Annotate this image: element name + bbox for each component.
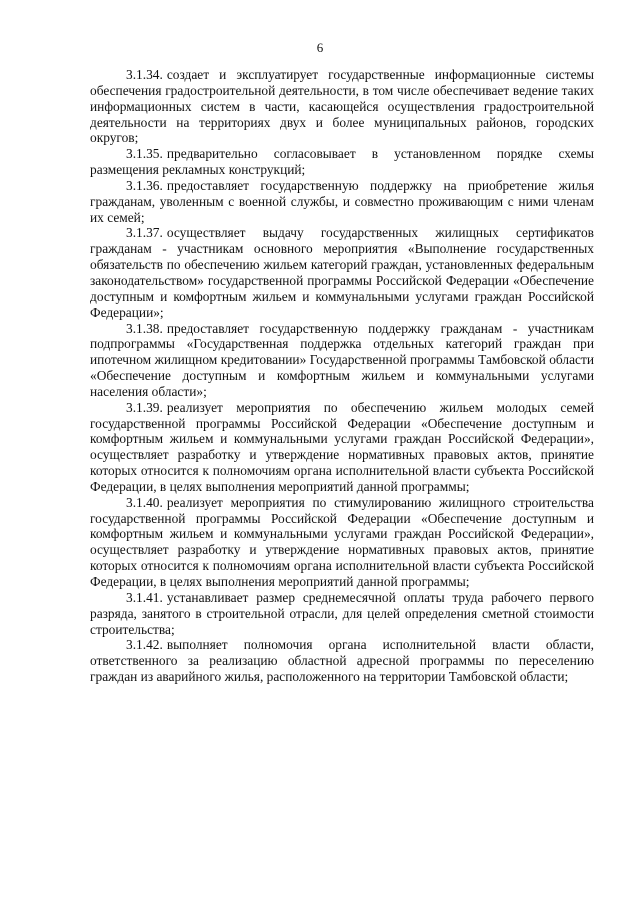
paragraph-3-1-35 xyxy=(90,146,594,178)
clause-text: предоставляет государственную поддержку гражданам - участникам подпрограммы «Государственная поддержка отдельных категорий граждан при ипотечном жилищном кредитовании» Государственной программы Тамбовской области «Обеспечение доступным и комфортным жильем и коммунальными услугами населения области»; xyxy=(90,320,594,399)
clause-number: 3.1.41. xyxy=(126,589,163,605)
paragraph-3-1-40 xyxy=(90,495,594,590)
paragraph-3-1-41 xyxy=(90,590,594,638)
paragraph-3-1-34 xyxy=(90,67,594,146)
clause-text: выполняет полномочия органа исполнительной власти области, ответственного за реализацию областной адресной программы по переселению граждан из аварийного жилья, расположенного на территории Тамбовской области; xyxy=(90,637,594,685)
clause-text: реализует мероприятия по стимулированию жилищного строительства государственной программы Российской Федерации «Обеспечение доступным и комфортным жильем и коммунальными услугами граждан Российской Федерации», осуществляет разработку и утверждение нормативных правовых актов, принятие которых относится к полномочиям органа исполнительной власти субъекта Российской Федерации, в целях выполнения мероприятий данной программы; xyxy=(90,494,594,589)
clause-number: 3.1.34. xyxy=(126,67,163,82)
paragraph-3-1-39 xyxy=(90,400,594,495)
clause-text: создает и эксплуатирует государственные информационные системы обеспечения градостроительной деятельности, в том числе обеспечивает ведение таких информационных систем в части, касающейся осуществления градостроительной деятельности на территориях двух и более муниципальных районов, городских округов; xyxy=(90,67,594,146)
clause-number: 3.1.35. xyxy=(126,146,163,162)
clause-text: предоставляет государственную поддержку на приобретение жилья гражданам, уволенным с военной службы, и совместно проживающим с ними членам их семей; xyxy=(90,177,594,225)
clause-number: 3.1.39. xyxy=(126,399,163,415)
clause-text: предварительно согласовывает в установленном порядке схемы размещения рекламных конструкций; xyxy=(90,146,594,178)
clause-text: осуществляет выдачу государственных жилищных сертификатов гражданам - участникам основного мероприятия «Выполнение государственных обязательств по обеспечению жильем категорий граждан, установленных федеральным законодательством» государственной программы Российской Федерации «Обеспечение доступным и комфортным жильем и коммунальными услугами граждан Российской Федерации»; xyxy=(90,225,594,320)
clause-number: 3.1.36. xyxy=(126,177,163,193)
paragraph-3-1-42 xyxy=(90,637,594,685)
clause-number: 3.1.40. xyxy=(126,494,163,510)
document-body xyxy=(90,67,594,685)
paragraph-3-1-37 xyxy=(90,225,594,320)
clause-number: 3.1.37. xyxy=(126,225,163,241)
paragraph-3-1-38 xyxy=(90,321,594,400)
clause-text: устанавливает размер среднемесячной оплаты труда рабочего первого разряда, занятого в строительной отрасли, для целей определения сметной стоимости строительства; xyxy=(90,589,594,637)
clause-number: 3.1.38. xyxy=(126,320,163,336)
clause-text: реализует мероприятия по обеспечению жильем молодых семей государственной программы Российской Федерации «Обеспечение доступным и комфортным жильем и коммунальными услугами граждан Российской Федерации», осуществляет разработку и утверждение нормативных правовых актов, принятие которых относится к полномочиям органа исполнительной власти субъекта Российской Федерации, в целях выполнения мероприятий данной программы; xyxy=(90,399,594,494)
paragraph-3-1-36 xyxy=(90,178,594,226)
clause-number: 3.1.42. xyxy=(126,637,163,653)
page-number: 6 xyxy=(316,40,324,55)
